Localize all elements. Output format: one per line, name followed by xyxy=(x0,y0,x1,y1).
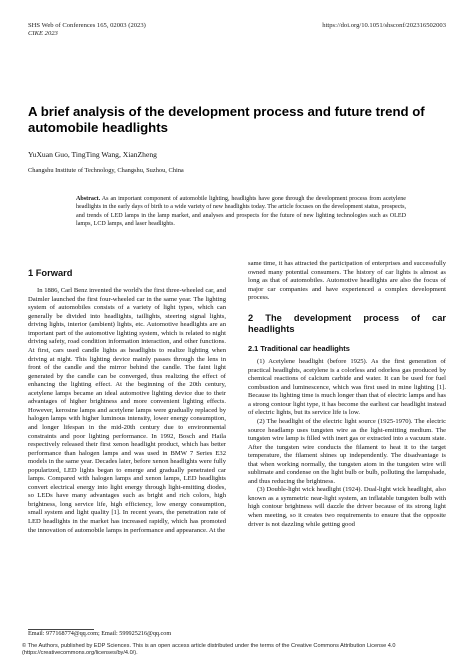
section-heading-forward: 1 Forward xyxy=(28,268,73,278)
license-footer: © The Authors, published by EDP Sciences. This is an open access article distributed under the terms of the Creative Commons Attribution License 4.0 (https://creativecommons.org/licenses/by/4.0/). xyxy=(22,643,396,657)
doi-link[interactable]: https://doi.org/10.1051/shsconf/202316502003 xyxy=(322,22,446,29)
left-column xyxy=(28,268,226,535)
abstract-label: Abstract. xyxy=(76,196,101,202)
paper-title: A brief analysis of the development process and future trend of automobile headlights xyxy=(28,104,425,135)
body-paragraph: In 1886, Carl Benz invented the world's the first three-wheeled car, and Daimler launched the first four-wheeled car in the same year. The lighting system of automobiles consists of a variety of light types, which can generally be divided into headlights, taillights, steering signal lights, driving lights, interior (ambient) lights, etc. Automotive headlights are an important part of the automotive lighting system, which is related to night driving safety, road condition information interaction, and other functions. At first, cars used candle lights as headlights to realize lighting when driving at night. This lighting device mainly passes through the lens in front of the candle and the mirror behind the candle. The faint light generated by the candle can be converged, thus realizing the effect of enhancing the lighting effect. At the beginning of the 20th century, acetylene lamps became an ideal automotive lighting device due to their advantages of higher brightness and more convenient lighting effects. However, kerosine lamps and acetylene lamps were gradually replaced by halogen lamps with higher luminous intensity, lower energy consumption, and longer lifespan in the mid-20th century due to environmental constraints and poor lighting performance. In 1992, Bosch and Haila respectively released their first xenon headlight product, which has better performance than halogen lamps and was used in BMW 7 Series E32 models in the same year. Decades later, before xenon headlights were fully popularized, LED lights began to emerge and gradually penetrated car lamps. Compared with halogen lamps and xenon lamps, LED headlights convert electrical energy into light energy through light-emitting diodes, so LEDs have many advantages such as bright and rich colors, high brightness, long service life, high efficiency, low energy consumption, small system and light quality [1]. In recent years, the penetration rate of LED headlights in the market has increased rapidly, which has promoted the innovation of automobile lamps in performance and appearance. At the xyxy=(28,287,226,534)
body-paragraph: (3) Double-light wick headlight (1924). Dual-light wick headlight, also known as a symmetric near-light system, an inflatable tungsten bulb with high contour brightness will dazzle the driver because of its strong light when meeting, so it creates two requirements to ensure that the opposite driver is not dazzling while getting good xyxy=(248,486,446,528)
author-list: YuXuan Guo, TingTing Wang, XianZheng xyxy=(28,150,157,159)
body-paragraph: (2) The headlight of the electric light source (1925-1970). The electric source headlamp uses tungsten wire as the light-emitting medium. The tungsten wire lamp is filled with inert gas or extracted into a vacuum state. After the tungsten wire conducts the filament to heat it to the target temperature, the filament shines up independently. The disadvantage is that when working normally, the tungsten atom in the tungsten wire will sublimate and condense on the light bulb or bulb, polluting the lampshade, and thus reducing the brightness. xyxy=(248,417,446,485)
abstract xyxy=(76,195,406,228)
author-emails: Email: 977168774@qq.com; Email: 599925216@qq.com xyxy=(28,630,172,637)
abstract-text: As an important component of automobile lighting, headlights have gone through the development process from acetylene headlights in the early days of birth to a wide variety of new headlights today. The article focuses on the development status, prospects, and trends of LED lamps in the lamp market, and analyses and prospects for the future of new lighting technologies such as OLED lamps, LCD lamps, and laser headlights. xyxy=(76,196,406,227)
section-heading-development: 2 The development process of car headlights xyxy=(248,312,446,334)
body-paragraph-continued: same time, it has attracted the participation of enterprises and successfully owned many potential consumers. The history of car lights is almost as long as that of automobiles. Automotive headlights are also the focus of major car companies and have experienced a complex development process. xyxy=(248,260,446,302)
body-paragraph: (1) Acetylene headlight (before 1925). As the first generation of practical headlights, acetylene is a colorless and odorless gas produced by chemical reactions of calcium carbide and water. It can be used for fuel combustion and luminescence, which was first used in mine lighting [1]. Because its lighting time is much longer than that of electric lamps and has a strong contour light type, it has become the earliest car headlight instead of electric lights, but its service life is low. xyxy=(248,358,446,417)
journal-citation: SHS Web of Conferences 165, 02003 (2023) xyxy=(28,22,146,29)
subsection-heading-traditional: 2.1 Traditional car headlights xyxy=(248,344,350,354)
running-header xyxy=(28,22,446,39)
right-column xyxy=(248,260,446,529)
affiliation: Changshu Institute of Technology, Changshu, Suzhou, China xyxy=(28,167,184,174)
conference-name: CIKE 2023 xyxy=(28,30,58,38)
